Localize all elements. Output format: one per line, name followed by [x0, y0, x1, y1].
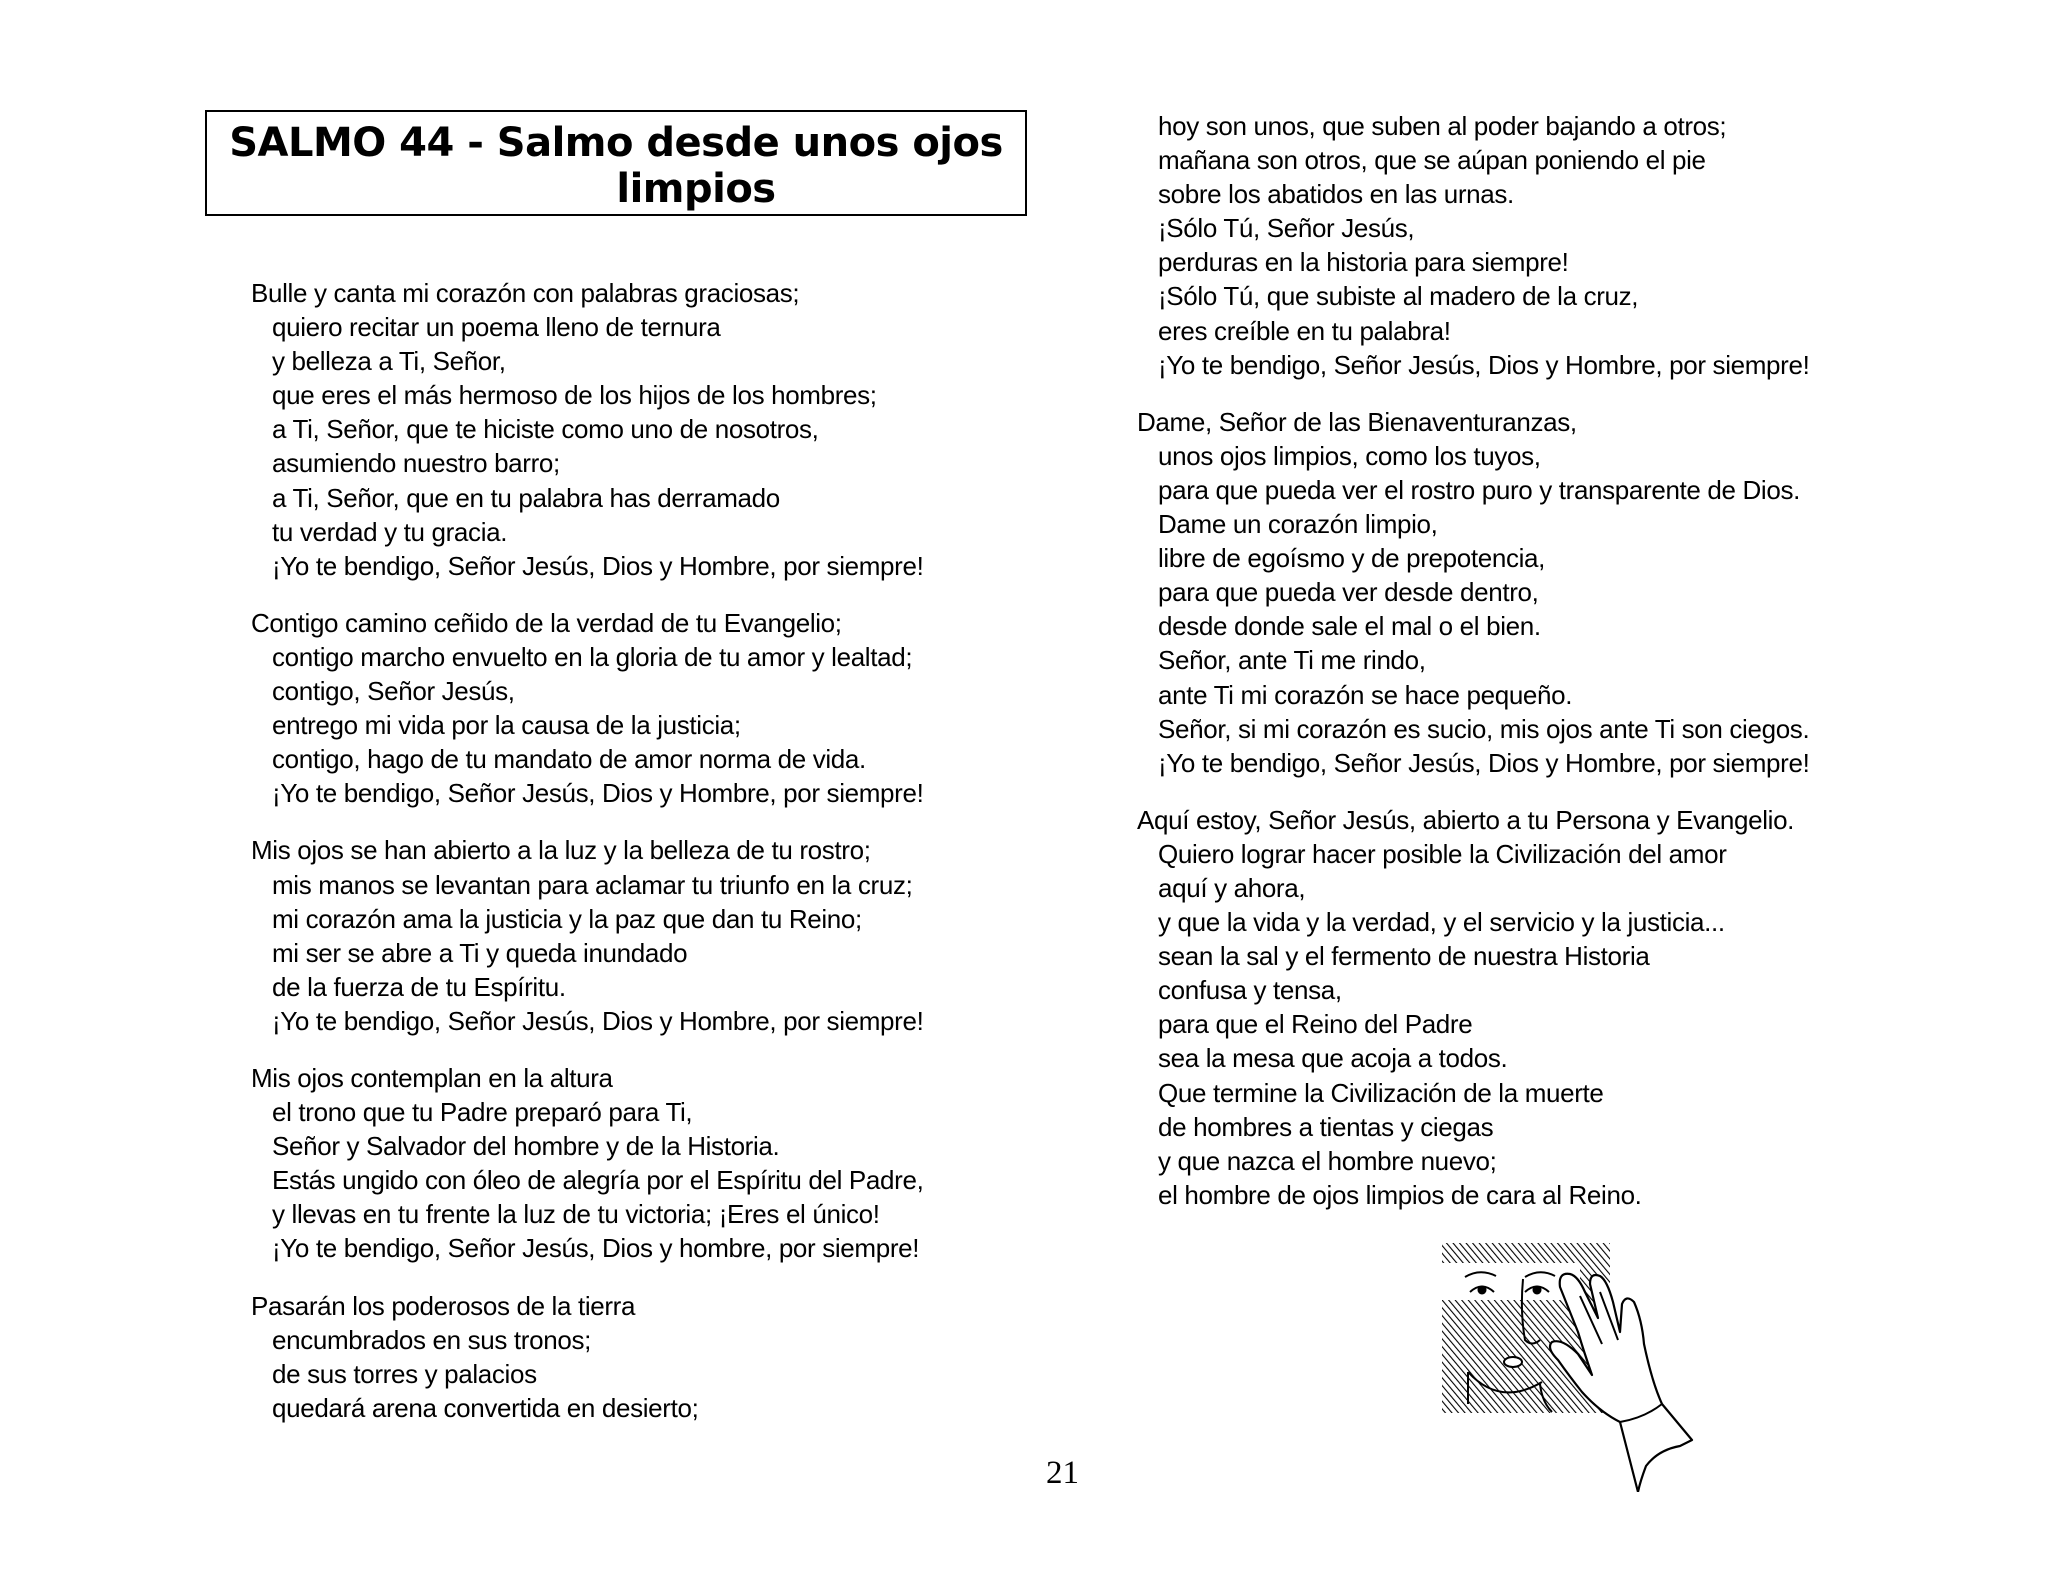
verse-line: contigo, Señor Jesús,: [272, 676, 515, 707]
verse-line: Contigo camino ceñido de la verdad de tu Evangelio;: [251, 607, 842, 638]
verse-line: quiero recitar un poema lleno de ternura: [272, 312, 721, 343]
refrain-line: ¡Yo te bendigo, Señor Jesús, Dios y Hombre, por siempre!: [272, 1005, 924, 1036]
verse-line: aquí y ahora,: [1158, 872, 1306, 903]
verse-line: sobre los abatidos en las urnas.: [1158, 179, 1514, 210]
face-with-hand-covering-eye-icon: [1430, 1232, 1710, 1492]
verse-line: que eres el más hermoso de los hijos de los hombres;: [272, 380, 877, 411]
stanza: [251, 1289, 1051, 1425]
verse-line: de hombres a tientas y ciegas: [1158, 1111, 1494, 1142]
verse-line: de la fuerza de tu Espíritu.: [272, 971, 566, 1002]
title-line-2: limpios: [616, 166, 776, 212]
verse-line: ¡Sólo Tú, que subiste al madero de la cruz,: [1158, 281, 1639, 312]
verse-line: y llevas en tu frente la luz de tu victoria; ¡Eres el único!: [272, 1199, 880, 1230]
verse-line: sea la mesa que acoja a todos.: [1158, 1043, 1508, 1074]
verse-line: mi ser se abre a Ti y queda inundado: [272, 937, 688, 968]
verse-line: entrego mi vida por la causa de la justicia;: [272, 710, 741, 741]
verse-line: contigo marcho envuelto en la gloria de tu amor y lealtad;: [272, 641, 913, 672]
verse-line: sean la sal y el fermento de nuestra Historia: [1158, 941, 1650, 972]
verse-line: perduras en la historia para siempre!: [1158, 247, 1569, 278]
left-column: [251, 276, 1051, 1448]
verse-line: Que termine la Civilización de la muerte: [1158, 1077, 1604, 1108]
page-title: [207, 120, 1025, 212]
refrain-line: ¡Yo te bendigo, Señor Jesús, Dios y Hombre, por siempre!: [272, 778, 924, 809]
verse-line: para que el Reino del Padre: [1158, 1009, 1473, 1040]
stanza-continuation: [1137, 109, 1937, 382]
verse-line: ante Ti mi corazón se hace pequeño.: [1158, 679, 1573, 710]
verse-line: Bulle y canta mi corazón con palabras graciosas;: [251, 278, 800, 308]
stanza: [1137, 803, 1937, 1212]
verse-line: Señor y Salvador del hombre y de la Historia.: [272, 1131, 780, 1162]
right-column: [1137, 109, 1937, 1235]
verse-line: tu verdad y tu gracia.: [272, 516, 508, 547]
verse-line: para que pueda ver desde dentro,: [1158, 577, 1539, 608]
verse-line: a Ti, Señor, que en tu palabra has derramado: [272, 482, 780, 513]
refrain-line: ¡Yo te bendigo, Señor Jesús, Dios y Hombre, por siempre!: [272, 550, 924, 581]
verse-line: Señor, ante Ti me rindo,: [1158, 645, 1426, 676]
verse-line: ¡Sólo Tú, Señor Jesús,: [1158, 213, 1415, 244]
page-number: 21: [1046, 1455, 1079, 1491]
verse-line: Mis ojos contemplan en la altura: [251, 1062, 613, 1093]
refrain-line: ¡Yo te bendigo, Señor Jesús, Dios y hombre, por siempre!: [272, 1233, 920, 1264]
title-line-1: SALMO 44 - Salmo desde unos ojos: [229, 120, 1003, 166]
stanza: [251, 1061, 1051, 1266]
verse-line: libre de egoísmo y de prepotencia,: [1158, 543, 1546, 574]
verse-line: Pasarán los poderosos de la tierra: [251, 1290, 636, 1321]
face-with-hand-illustration: [1430, 1232, 1710, 1492]
verse-line: Estás ungido con óleo de alegría por el Espíritu del Padre,: [272, 1165, 924, 1196]
verse-line: Aquí estoy, Señor Jesús, abierto a tu Persona y Evangelio.: [1137, 804, 1795, 835]
verse-line: mis manos se levantan para aclamar tu triunfo en la cruz;: [272, 869, 913, 900]
title-box: [205, 110, 1027, 216]
verse-line: y que nazca el hombre nuevo;: [1158, 1145, 1497, 1176]
refrain-line: ¡Yo te bendigo, Señor Jesús, Dios y Hombre, por siempre!: [1158, 747, 1810, 778]
verse-line: unos ojos limpios, como los tuyos,: [1158, 440, 1541, 471]
verse-line: mi corazón ama la justicia y la paz que dan tu Reino;: [272, 903, 862, 934]
verse-line: contigo, hago de tu mandato de amor norma de vida.: [272, 744, 866, 775]
verse-line: mañana son otros, que se aúpan poniendo el pie: [1158, 145, 1706, 176]
verse-line: el trono que tu Padre preparó para Ti,: [272, 1097, 693, 1128]
verse-line: eres creíble en tu palabra!: [1158, 315, 1451, 346]
verse-line: encumbrados en sus tronos;: [272, 1324, 591, 1355]
verse-line: desde donde sale el mal o el bien.: [1158, 611, 1541, 642]
verse-line: hoy son unos, que suben al poder bajando a otros;: [1158, 111, 1727, 141]
verse-line: y belleza a Ti, Señor,: [272, 346, 506, 377]
verse-line: Dame un corazón limpio,: [1158, 509, 1438, 540]
stanza: [251, 276, 1051, 583]
verse-line: el hombre de ojos limpios de cara al Reino.: [1158, 1179, 1642, 1210]
refrain-line: ¡Yo te bendigo, Señor Jesús, Dios y Hombre, por siempre!: [1158, 349, 1810, 380]
verse-line: Dame, Señor de las Bienaventuranzas,: [1137, 406, 1577, 437]
verse-line: para que pueda ver el rostro puro y transparente de Dios.: [1158, 474, 1800, 505]
verse-line: Señor, si mi corazón es sucio, mis ojos ante Ti son ciegos.: [1158, 713, 1810, 744]
verse-line: Quiero lograr hacer posible la Civilización del amor: [1158, 838, 1727, 869]
verse-line: asumiendo nuestro barro;: [272, 448, 560, 479]
verse-line: y que la vida y la verdad, y el servicio y la justicia...: [1158, 907, 1725, 938]
stanza: [1137, 405, 1937, 780]
verse-line: confusa y tensa,: [1158, 975, 1342, 1006]
verse-line: de sus torres y palacios: [272, 1358, 537, 1389]
verse-line: Mis ojos se han abierto a la luz y la belleza de tu rostro;: [251, 835, 871, 866]
verse-line: a Ti, Señor, que te hiciste como uno de nosotros,: [272, 414, 819, 445]
verse-line: quedará arena convertida en desierto;: [272, 1392, 699, 1423]
stanza: [251, 833, 1051, 1038]
stanza: [251, 606, 1051, 811]
